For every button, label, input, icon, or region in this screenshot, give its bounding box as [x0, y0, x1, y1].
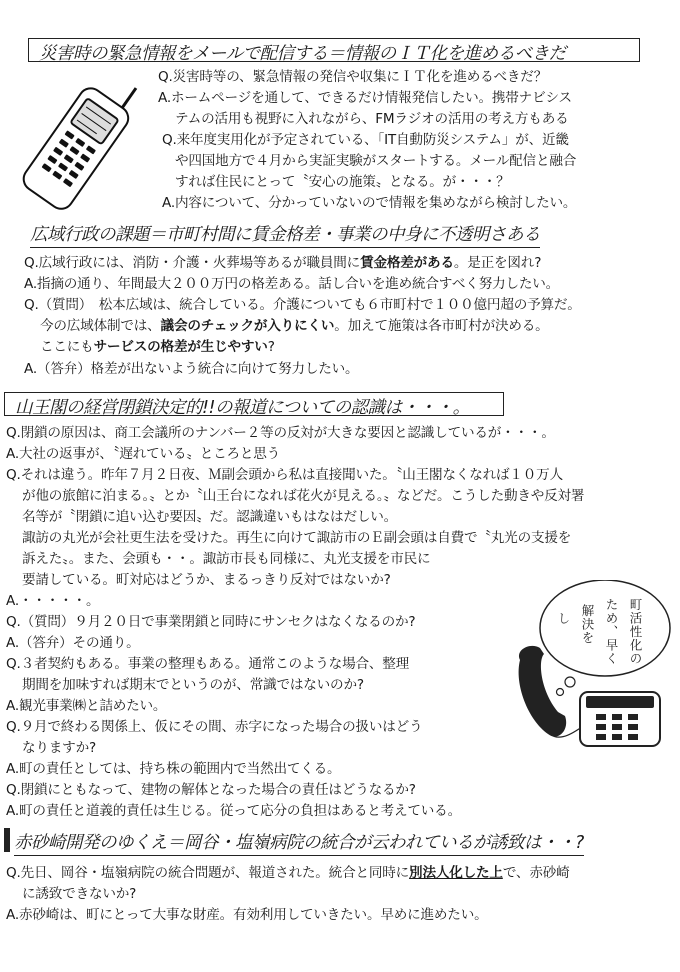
s3-line-1: A.大社の返事が、〝遅れている〟ところと思う [6, 446, 281, 462]
section4-heading-text: 赤砂崎開発のゆくえ＝岡谷・塩嶺病院の統合が云われているが誘致は・・? [14, 829, 584, 856]
section4-heading-bar [4, 828, 10, 852]
s2-line-3: 今の広域体制では、議会のチェックが入りにくい。加えて施策は各市町村が決める。 [40, 318, 549, 334]
s1-line-6: A.内容について、分かっていないので情報を集めながら検討したい。 [162, 195, 577, 211]
telephone-illustration [510, 640, 670, 750]
s2-line-0: Q.広域行政には、消防・介護・火葬場等あるが職員間に賃金格差がある。是正を図れ? [24, 255, 542, 271]
s1-line-4: や四国地方で４月から実証実験がスタートする。メール配信と融合 [175, 153, 577, 169]
s3-line-7: 要請している。町対応はどうか、まるっきり反対ではないか? [22, 572, 391, 588]
s2-emphasis-service-gap: サービスの格差が生じやすい [93, 339, 268, 355]
s4-emphasis-separate-corp: 別法人化した上 [409, 865, 503, 881]
s4-line-2: A.赤砂崎は、町にとって大事な財産。有効利用していきたい。早めに進めたい。 [6, 907, 488, 923]
s3-line-5: 諏訪の丸光が会社更生法を受けた。再生に向けて諏訪市のＥ副会頭は自費で〝丸光の支援を [22, 530, 572, 546]
section1-heading [28, 38, 640, 62]
s3-line-2: Q.それは違う。昨年７月２日夜、Ｍ副会頭から私は直接聞いた。〝山王閣なくなれば１０万人 [6, 467, 563, 483]
s2-line-5: A.（答弁）格差が出ないよう統合に向けて努力したい。 [24, 361, 359, 377]
s3-line-18: A.町の責任と道義的責任は生じる。従って応分の負担はあると考えている。 [6, 803, 461, 819]
section4-heading [4, 828, 654, 852]
section3-heading-text: 山王閣の経営閉鎖決定的!!の報道についての認識は・・・。 [15, 398, 470, 418]
s3-line-16: A.町の責任としては、持ち株の範囲内で当然出てくる。 [6, 761, 341, 777]
s3-line-6: 訴えた〟。また、会頭も・・。諏訪市長も同様に、丸光支援を市民に [22, 551, 431, 567]
callout-col-1: ため、早く [604, 598, 619, 666]
section2-heading [20, 220, 620, 244]
s2-line-2: Q.（質問） 松本広域は、統合している。介護についても６市町村で１００億円超の予算だ。 [24, 297, 581, 313]
s1-line-3: Q.来年度実用化が予定されている、「IT自動防災システム」が、近畿 [162, 132, 569, 148]
s2-emphasis-oversight: 議会のチェックが入りにくい [160, 318, 335, 334]
s3-line-3: が他の旅館に泊まる。〟とか〝山王台になれば花火が見える。〟などだ。こうした動きや反対署 [22, 488, 585, 504]
s3-line-11: Q.３者契約もある。事業の整理もある。通常このような場合、整理 [6, 656, 410, 672]
s3-line-9: Q.（質問）９月２０日で事業閉鎖と同時にサンセクはなくなるのか? [6, 614, 416, 630]
callout-col-2: 解決を [580, 604, 595, 645]
s2-emphasis-wage-gap: 賃金格差がある [360, 255, 454, 271]
s2-line-4: ここにもサービスの格差が生じやすい? [40, 339, 275, 355]
section3-heading [4, 392, 504, 416]
s3-line-8: A.・・・・・。 [6, 593, 100, 609]
section2-heading-text: 広域行政の課題＝市町村間に賃金格差・事業の中身に不透明さある [30, 221, 540, 248]
s4-line-1: に誘致できないか? [22, 886, 137, 902]
s3-line-15: なりますか? [22, 740, 96, 756]
callout-col-3: し [556, 612, 571, 626]
s3-line-10: A.（答弁）その通り。 [6, 635, 140, 651]
s3-line-14: Q.９月で終わる関係上、仮にその間、赤字になった場合の扱いはどう [6, 719, 423, 735]
s3-line-0: Q.閉鎖の原因は、商工会議所のナンバー２等の反対が大きな要因と認識しているが・・・。 [6, 425, 555, 441]
s3-line-4: 名等が〝閉鎖に追い込む要因〟だ。認識違いもはなはだしい。 [22, 509, 398, 525]
s3-line-17: Q.閉鎖にともなって、建物の解体となった場合の責任はどうなるか? [6, 782, 416, 798]
s1-line-5: すれば住民にとって〝安心の施策〟となる。が・・・？ [175, 174, 510, 190]
section1-heading-text: 災害時の緊急情報をメールで配信する＝情報のＩＴ化を進めるべきだ [39, 44, 566, 64]
cell-phone-illustration [8, 80, 148, 210]
s1-line-0: Q.災害時等の、緊急情報の発信や収集にＩＴ化を進めるべきだ？ [158, 69, 548, 85]
s1-line-1: A.ホームページを通して、できるだけ情報発信したい。携帯ナビシス [158, 90, 572, 106]
s3-line-13: A.観光事業㈱と詰めたい。 [6, 698, 167, 714]
s3-line-12: 期間を加味すれば期末でというのが、常識ではないのか? [22, 677, 364, 693]
s4-line-0: Q.先日、岡谷・塩嶺病院の統合問題が、報道された。統合と同時に別法人化した上で、赤砂崎 [6, 865, 570, 881]
s2-line-1: A.指摘の通り、年間最大２００万円の格差ある。話し合いを進め統合すべく努力したい。 [24, 276, 560, 292]
callout-col-0: 町活性化の [628, 598, 643, 666]
s1-line-2: テムの活用も視野に入れながら、FMラジオの活用の考え方もある [175, 111, 569, 127]
